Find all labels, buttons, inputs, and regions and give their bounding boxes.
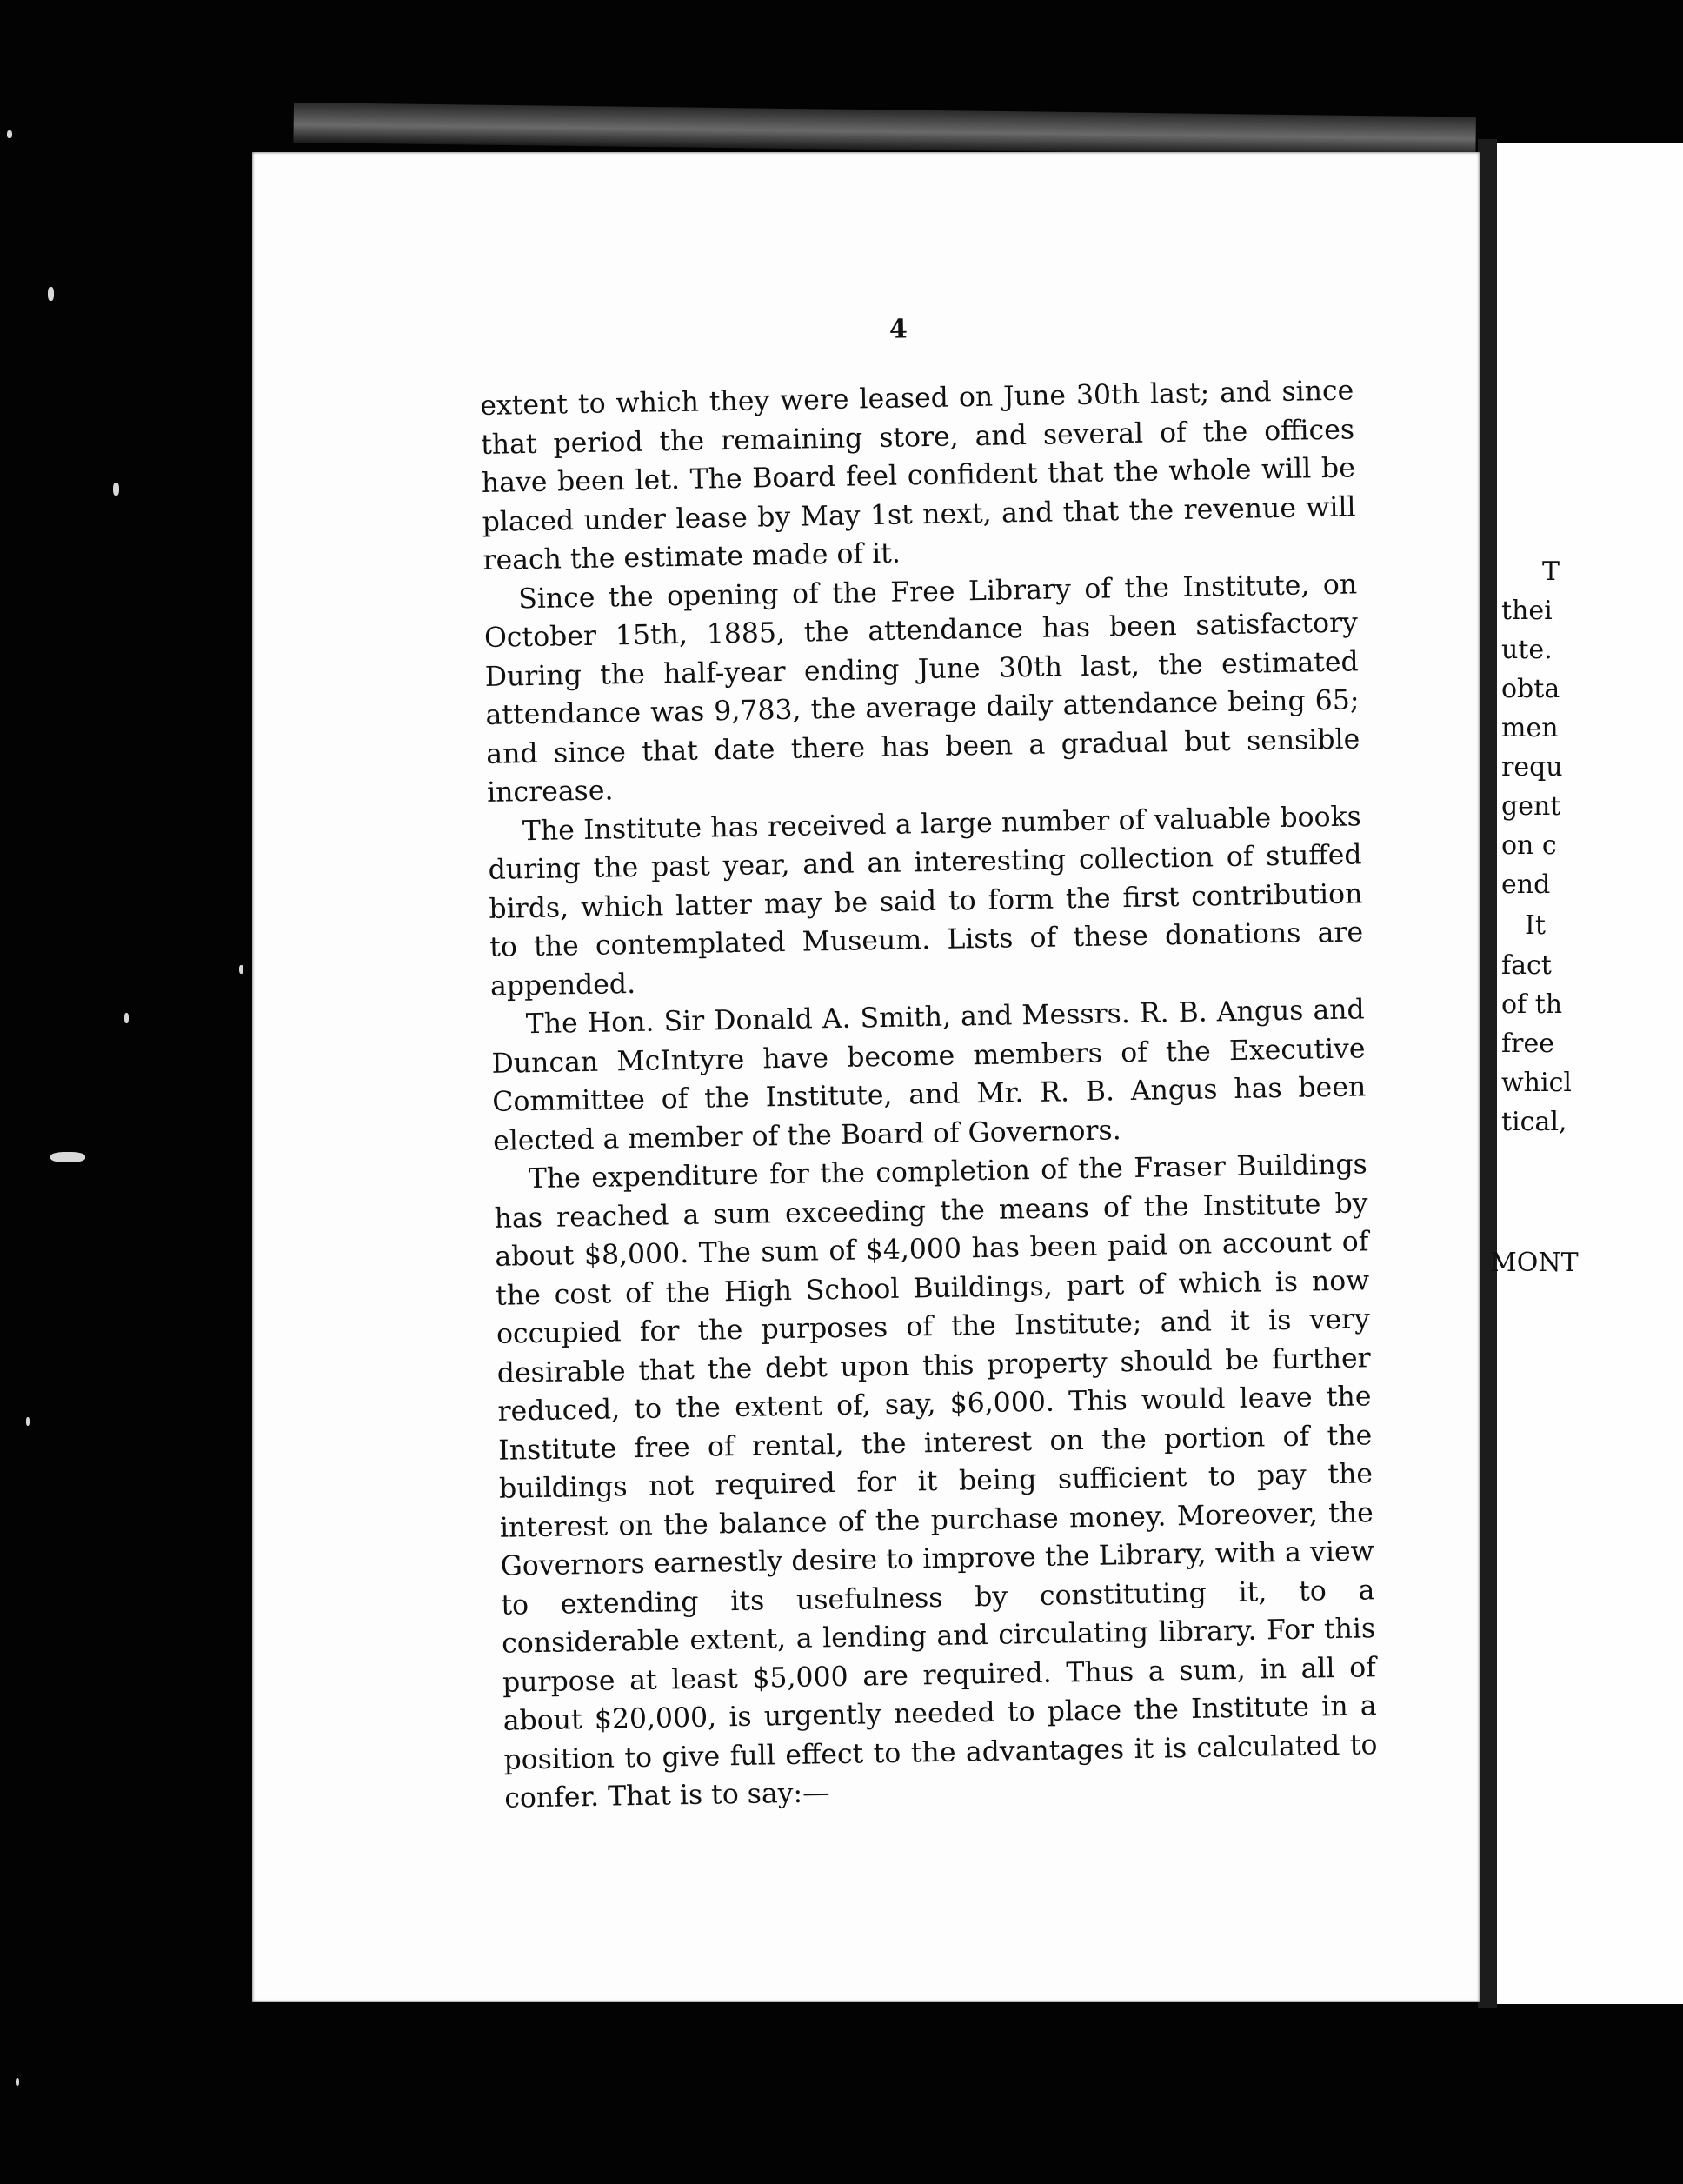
paragraph: The Hon. Sir Donald A. Smith, and Messrs. R. B. Angus and Duncan McIntyre have become members of the Executive Committee of the Institute, and Mr. R. B. Angus has been elected a member of the Board of Governors. [491,994,1367,1157]
text-fragment: end [1501,869,1551,900]
text-fragment: gent [1501,791,1561,822]
text-fragment: free [1501,1029,1554,1059]
page-number: 4 [888,314,908,345]
text-fragment: tical, [1501,1107,1567,1137]
dust-speck [7,130,12,138]
paragraph: The expenditure for the completion of the Fraser Buildings has reached a sum exceeding the means of the Institute by about $8,000. The sum of $4,000 has been paid on account of the cost of the High School Buildings, part of which is now occupied for the purposes of the Institute; and it is very desirable that the debt upon this property should be further reduced, to the extent of, say, $6,000. This would leave the Institute free of rental, the interest on the portion of the buildings not required for it being sufficient to pay the interest on the balance of the purchase money. Moreover, the Governors earnestly desire to improve the Library, with a view to extending its usefulness by constituting it, to a considerable extent, a lending and circulating library. For this purpose at least $5,000 are required. Thus a sum, in all of about $20,000, is urgently needed to place the Institute in a position to give full effect to the advantages it is calculated to confer. That is to say:— [494,1149,1378,1814]
dust-speck [124,1013,129,1023]
dust-speck [113,483,119,496]
text-fragment: requ [1501,752,1563,782]
dust-speck [50,1152,85,1162]
paragraph: The Institute has received a large number of valuable books during the past year, and an interesting collection of stuffed birds, which latter may be said to form the first contribution to the contemplated Museum. Lists of these donations are appended. [488,800,1364,1002]
gutter-shadow [1478,139,1497,2008]
dust-speck [26,1417,30,1426]
text-fragment: obta [1501,674,1560,704]
text-fragment: of th [1501,989,1563,1020]
dust-speck [239,965,243,974]
text-fragment: ute. [1501,635,1553,665]
text-fragment: thei [1501,596,1553,626]
paragraph: extent to which they were leased on June 30th last; and since that period the remaining store, and several of the offices have been let. The Board feel confident that the whole will be placed under lease by May 1st next, and that the revenue will reach the estimate made of it. [480,375,1356,576]
dust-speck [16,2078,19,2086]
left-page-text [480,314,1379,1818]
text-fragment: fact [1501,950,1552,981]
right-page-partial [1490,143,1683,2004]
text-fragment: It [1525,910,1546,941]
text-fragment: whicl [1501,1068,1572,1098]
text-fragment: T [1542,556,1560,587]
text-fragment: MONT [1490,1248,1579,1278]
text-fragment: on c [1501,830,1557,861]
dust-speck [48,287,54,301]
paragraph: Since the opening of the Free Library of the Institute, on October 15th, 1885, the attendance has been satisfactory During the half-year ending June 30th last, the estimated attendance was 9,783, the average daily attendance being 65; and since that date there has been a gradual but sensible increase. [483,568,1360,809]
text-fragment: men [1501,713,1559,743]
